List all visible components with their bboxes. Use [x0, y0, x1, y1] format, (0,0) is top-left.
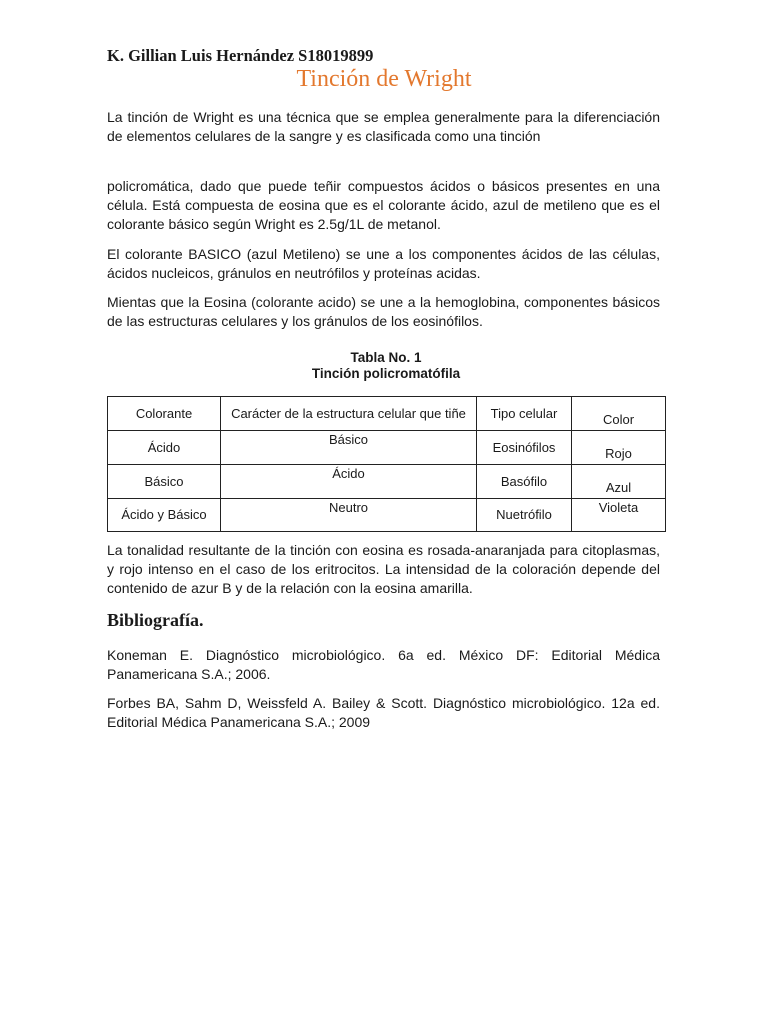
table-header-cell: Colorante: [108, 397, 221, 431]
table-cell: Neutro: [221, 499, 477, 532]
paragraph-tonality: La tonalidad resultante de la tinción con eosina es rosada-anaranjada para citoplasmas, y rojo intenso en el caso de los eritrocitos. La intensidad de la coloración depende del contenido de azur B y de la relación con la eosina amarilla.: [107, 542, 660, 596]
table-cell: Eosinófilos: [477, 431, 572, 465]
paragraph-eosin: Mientas que la Eosina (colorante acido) se une a la hemoglobina, componentes básicos de las estructuras celulares y los gránulos de los eosinófilos.: [107, 294, 660, 329]
table-header-cell: Color: [572, 397, 666, 431]
paragraph-intro: La tinción de Wright es una técnica que se emplea generalmente para la diferenciación de elementos celulares de la sangre y es clasificada como una tinción: [107, 109, 660, 144]
table-header-cell: Carácter de la estructura celular que tiñe: [221, 397, 477, 431]
table-cell: Azul: [572, 465, 666, 499]
table-cell: Rojo: [572, 431, 666, 465]
table-cell: Basófilo: [477, 465, 572, 499]
bibliography-entry: Forbes BA, Sahm D, Weissfeld A. Bailey & Scott. Diagnóstico microbiológico. 12a ed. Editorial Médica Panamericana S.A.; 2009: [107, 695, 660, 730]
table-cell: Básico: [108, 465, 221, 499]
table-header-row: [108, 397, 666, 431]
table-cell: Violeta: [572, 499, 666, 532]
table-cell: Ácido: [108, 431, 221, 465]
table-caption: [107, 350, 665, 382]
table-header-cell: Tipo celular: [477, 397, 572, 431]
table-cell: Nuetrófilo: [477, 499, 572, 532]
table-row: [108, 465, 666, 499]
table-cell: Básico: [221, 431, 477, 465]
paragraph-composition: policromática, dado que puede teñir compuestos ácidos o básicos presentes en una célula. Está compuesta de eosina que es el colorante ácido, azul de metileno que es el colorante básico según Wright es 2.5g/1L de metanol.: [107, 178, 660, 232]
paragraph-basic-dye: El colorante BASICO (azul Metileno) se une a los componentes ácidos de las células, ácidos nucleicos, gránulos en neutrófilos y proteínas acidas.: [107, 246, 660, 281]
table-row: [108, 431, 666, 465]
bibliography-entry: Koneman E. Diagnóstico microbiológico. 6a ed. México DF: Editorial Médica Panamericana S.A.; 2006.: [107, 647, 660, 682]
table-row: [108, 499, 666, 532]
author-line: K. Gillian Luis Hernández S18019899: [107, 46, 374, 65]
table-caption-number: Tabla No. 1: [350, 350, 422, 365]
table-cell: Ácido: [221, 465, 477, 499]
table-caption-title: Tinción policromatófila: [311, 366, 461, 381]
table-cell: Ácido y Básico: [108, 499, 221, 532]
staining-table: [107, 396, 666, 532]
document-title: Tinción de Wright: [296, 66, 472, 92]
bibliography-heading: Bibliografía.: [107, 610, 204, 630]
